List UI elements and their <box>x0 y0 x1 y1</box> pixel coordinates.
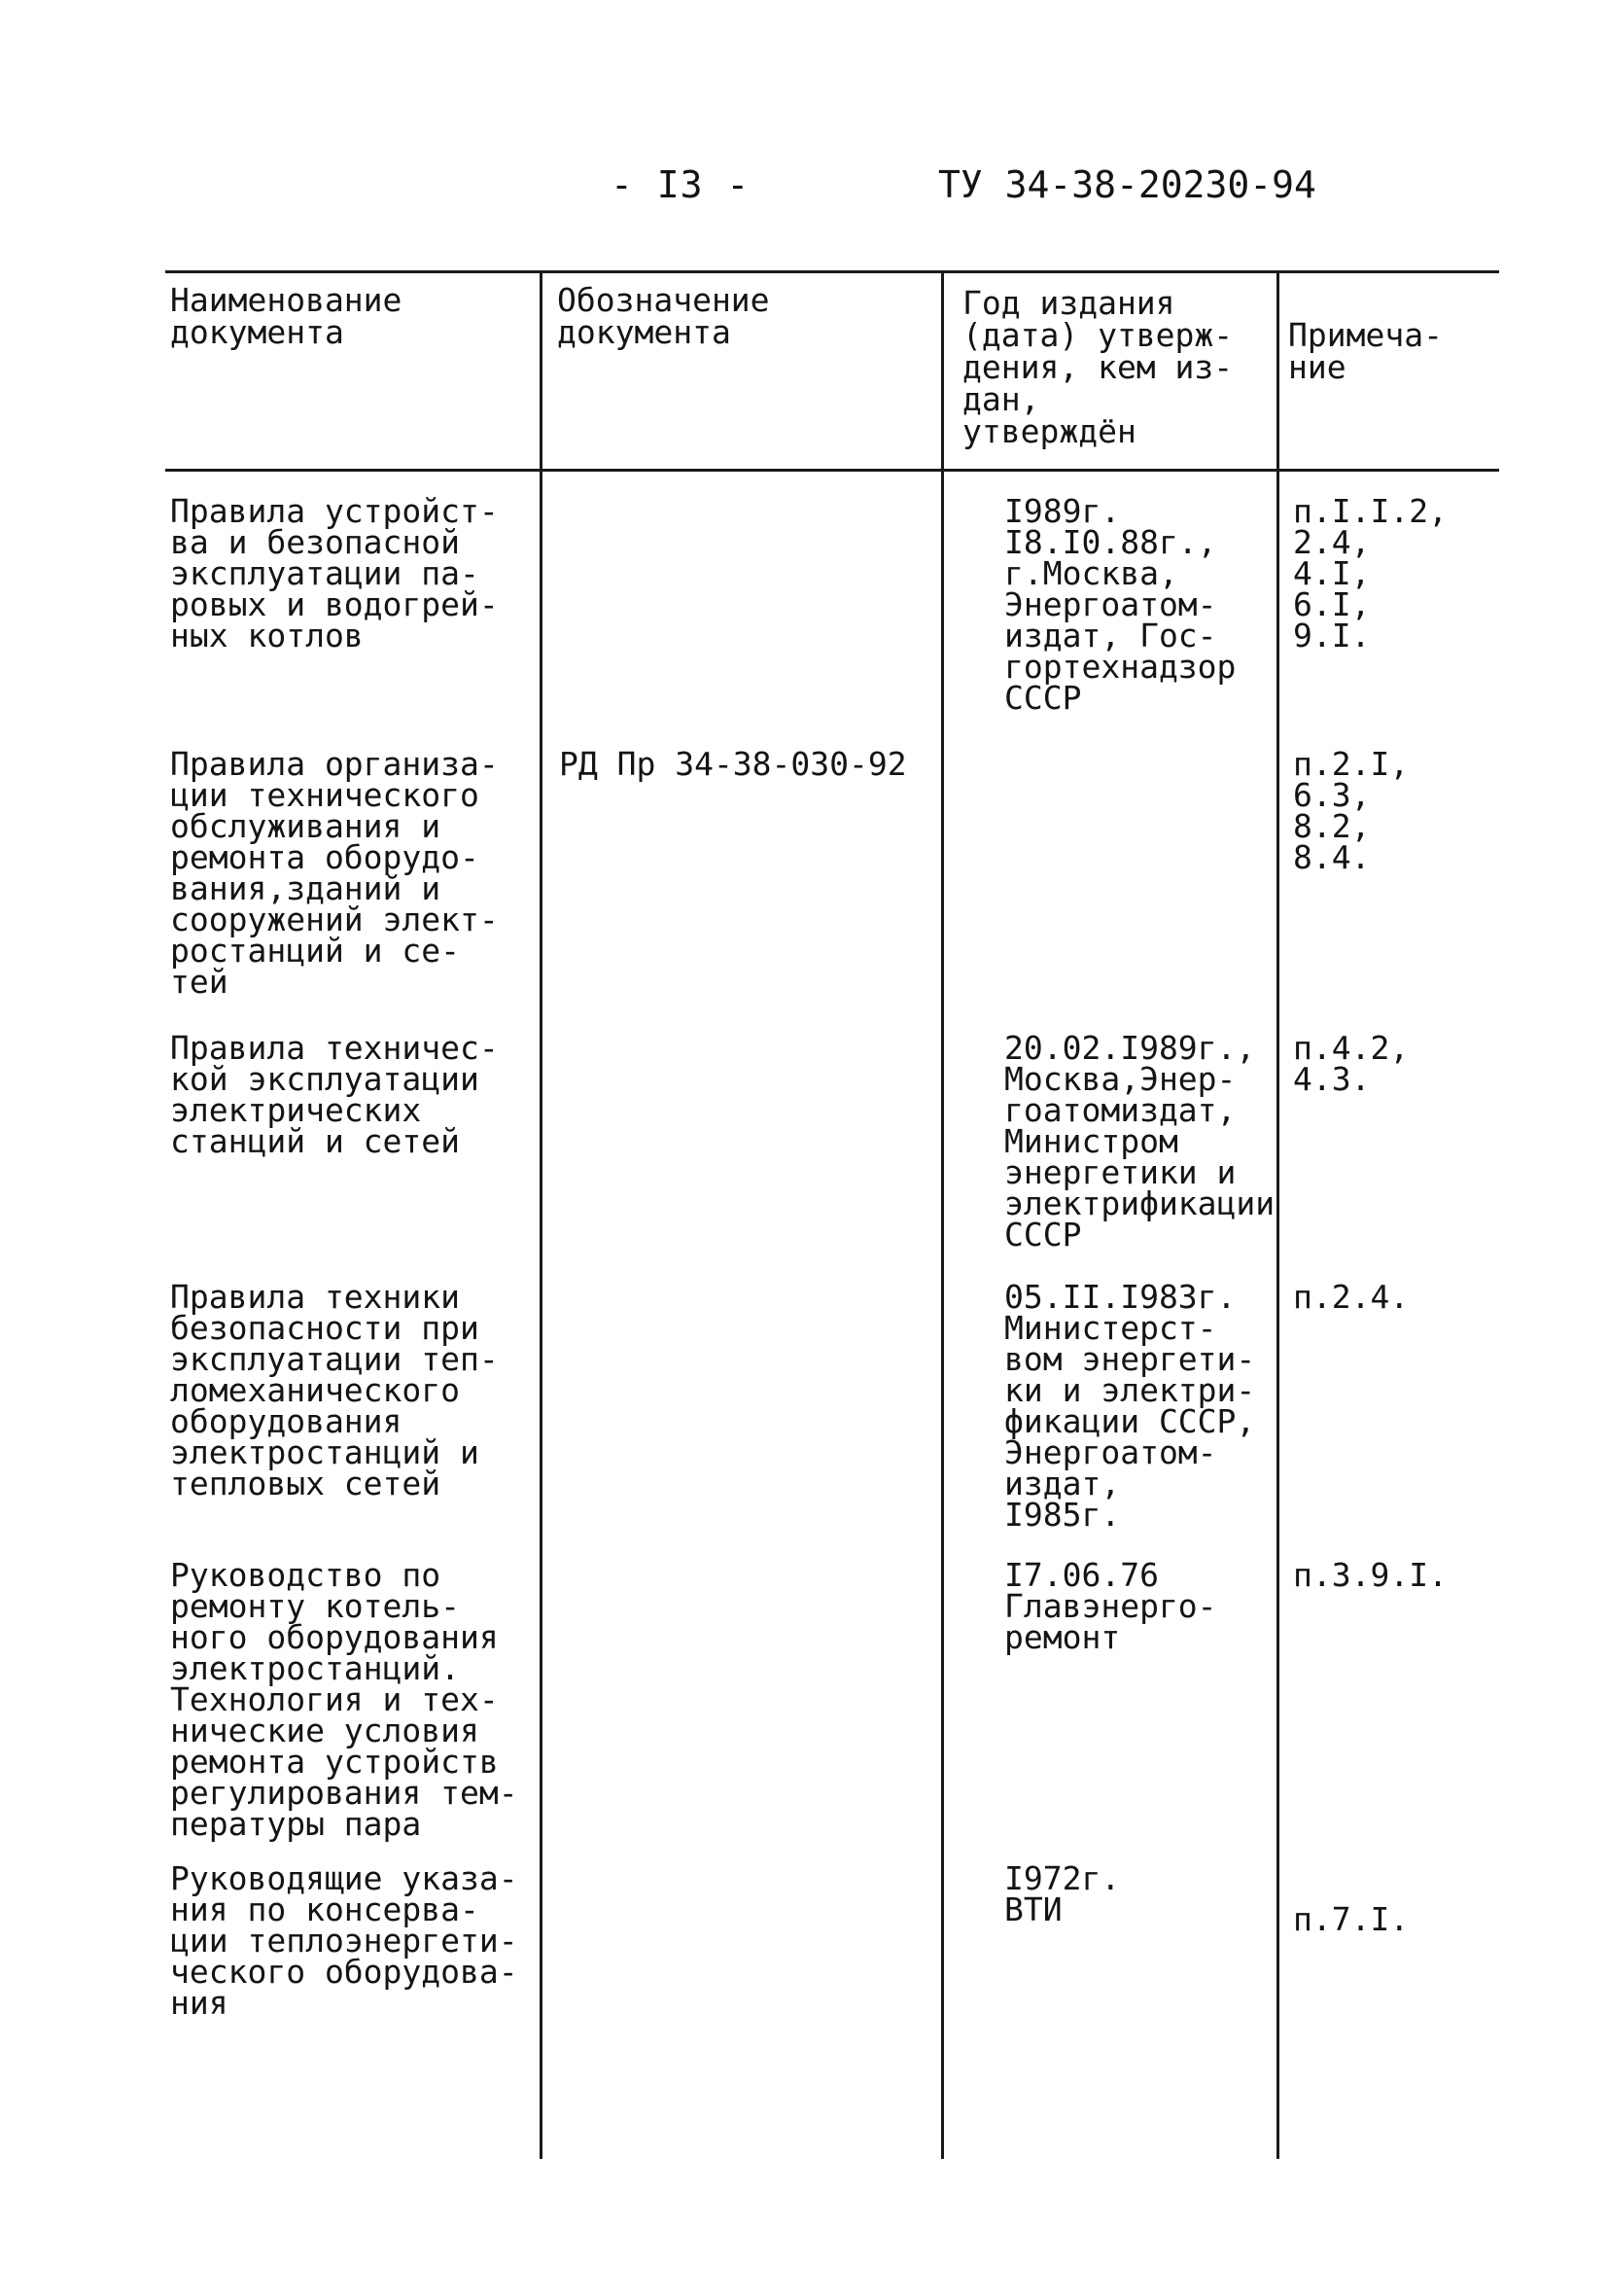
row-document-issued: 20.02.I989г., Москва,Энер- гоатомиздат, Министром энергетики и электрификации СССР <box>1004 1029 1276 1254</box>
row-document-note: п.2.I, 6.3, 8.2, 8.4. <box>1293 745 1410 876</box>
column-divider-2 <box>941 270 944 2159</box>
row-document-name: Руководящие указа- ния по консерва- ции теплоэнергети- ческого оборудова- ния <box>170 1859 518 2022</box>
page-number: - I3 - <box>611 163 751 206</box>
row-document-designation: РД Пр 34-38-030-92 <box>559 745 907 783</box>
row-document-note: п.7.I. <box>1293 1900 1410 1938</box>
row-document-note: п.I.I.2, 2.4, 4.I, 6.I, 9.I. <box>1293 492 1448 654</box>
page-header <box>0 163 1608 222</box>
row-document-note: п.4.2, 4.3. <box>1293 1029 1410 1098</box>
row-document-issued: I7.06.76 Главэнерго- ремонт <box>1004 1556 1217 1656</box>
row-document-issued: 05.II.I983г. Министерст- вом энергети- ки и электри- фикации СССР, Энергоатом- издат, I985г. <box>1004 1278 1256 1534</box>
column-header-note: Примеча- ние <box>1288 316 1443 386</box>
row-document-issued: I972г. ВТИ <box>1004 1859 1121 1928</box>
row-document-name: Правила техники безопасности при эксплуатации теп- ломеханического оборудования электростанций и тепловых сетей <box>170 1278 499 1502</box>
document-code: ТУ 34-38-20230-94 <box>938 163 1316 206</box>
column-header-designation: Обозначение документа <box>557 281 770 351</box>
column-divider-3 <box>1276 270 1279 2159</box>
column-divider-1 <box>540 270 542 2159</box>
row-document-name: Правила техничес- кой эксплуатации электрических станций и сетей <box>170 1029 499 1160</box>
row-document-name: Руководство по ремонту котель- ного оборудования электростанций. Технология и тех- нические условия ремонта устройств регулирования тем- пературы пара <box>170 1556 518 1843</box>
row-document-note: п.3.9.I. <box>1293 1556 1448 1594</box>
row-document-name: Правила организа- ции технического обслуживания и ремонта оборудо- вания,зданий и сооружений элект- ростанций и се- тей <box>170 745 499 1001</box>
column-header-name: Наименование документа <box>170 281 402 351</box>
row-document-note: п.2.4. <box>1293 1278 1410 1316</box>
table-top-border <box>165 270 1499 273</box>
row-document-issued: I989г. I8.I0.88г., г.Москва, Энергоатом- издат, Гос- гортехнадзор СССР <box>1004 492 1237 717</box>
table-header-border <box>165 469 1499 472</box>
row-document-name: Правила устройст- ва и безопасной эксплуатации па- ровых и водогрей- ных котлов <box>170 492 499 654</box>
column-header-issued: Год издания (дата) утверж- дения, кем из- дан, утверждён <box>962 284 1234 450</box>
